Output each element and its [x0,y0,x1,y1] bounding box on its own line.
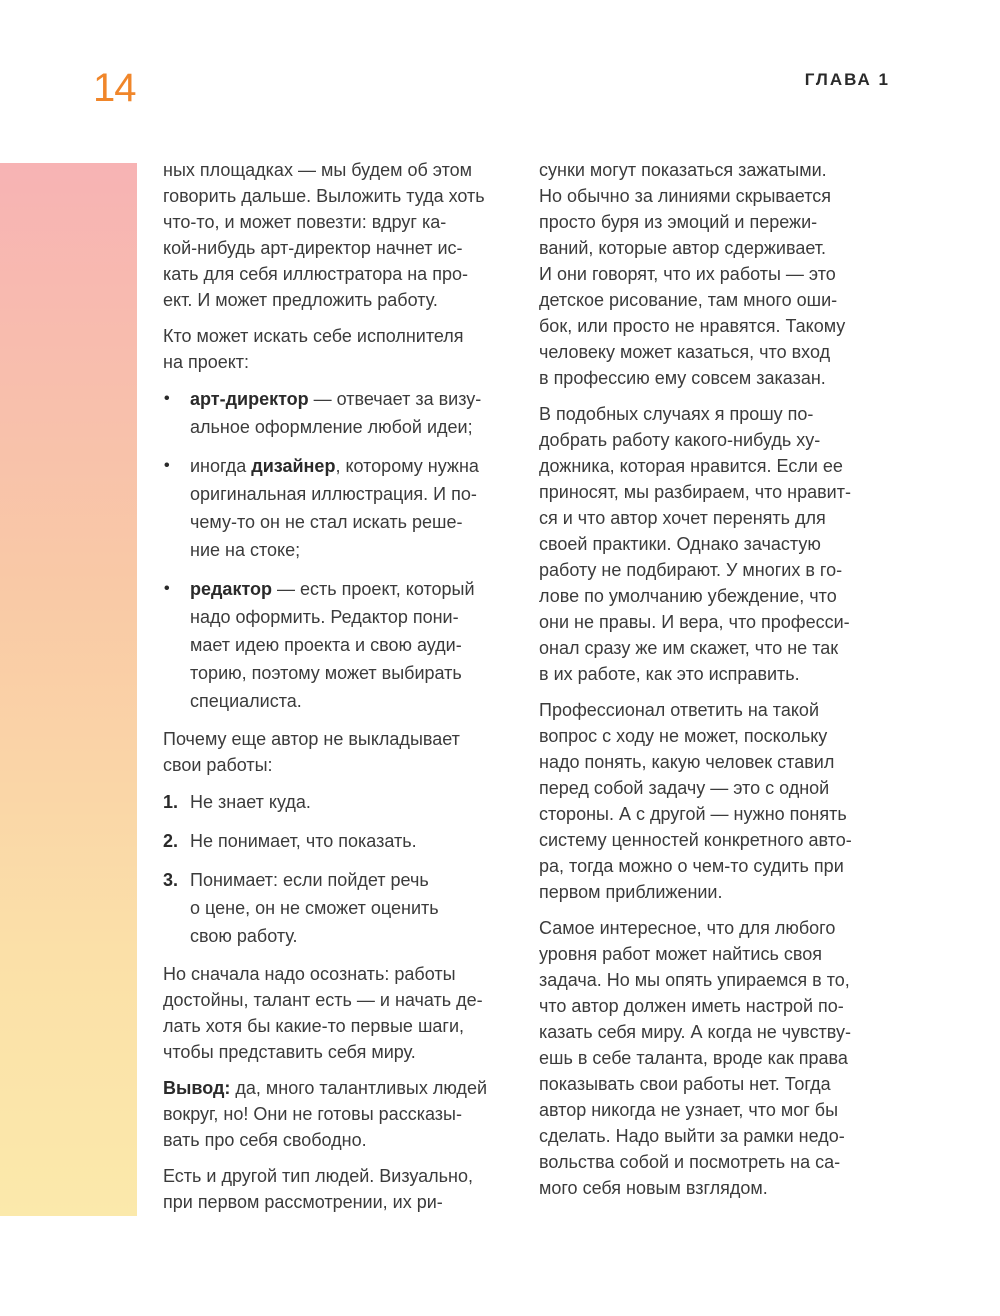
text-line: ра, тогда можно о чем-то судить при [539,856,844,876]
text-line: Есть и другой тип людей. Визуально, [163,1166,474,1186]
text-line: они не правы. И вера, что професси- [539,612,850,632]
text-line: ваний, которые автор сдерживает. [539,238,827,258]
text-line: стороны. А с другой — нужно понять [539,804,847,824]
text-line: специалиста. [190,691,302,711]
text-line: перед собой задачу — это с одной [539,778,830,798]
text-line: что-то, и может повезти: вдруг ка- [163,212,447,232]
text-line: бок, или просто не нравятся. Такому [539,316,846,336]
text-line: при первом рассмотрении, их ри- [163,1192,443,1212]
paragraph [163,1075,523,1153]
text-line: торию, поэтому может выбирать [190,663,462,683]
right-text-column [539,157,899,1211]
text-line: уровня работ может найтись своя [539,944,822,964]
text-line [163,1075,523,1101]
page-number: 14 [93,66,136,110]
text-line: Но сначала надо осознать: работы [163,964,456,984]
text-line: оригинальная иллюстрация. И по- [190,484,477,504]
text-line: кой-нибудь арт-директор начнет ис- [163,238,463,258]
list-item [163,385,523,441]
paragraph [163,961,523,1065]
text-segment: иногда [190,456,252,476]
text-line: чему-то он не стал искать реше- [190,512,463,532]
text-line: чтобы представить себя миру. [163,1042,416,1062]
text-line: онал сразу же им скажет, что не так [539,638,839,658]
paragraph [539,401,899,687]
decorative-gradient-band [0,163,137,1216]
left-text-column [163,157,523,1225]
text-line: казать себя миру. А когда не чувству- [539,1022,851,1042]
text-line: сунки могут показаться зажатыми. [539,160,827,180]
text-line: Профессионал ответить на такой [539,700,820,720]
list-item [163,788,523,816]
text-line: говорить дальше. Выложить туда хоть [163,186,485,206]
text-segment: да, много талантливых людей [230,1078,488,1098]
text-line: приносят, мы разбираем, что нравит- [539,482,851,502]
text-line: Но обычно за линиями скрывается [539,186,831,206]
text-line: надо оформить. Редактор пони- [190,607,459,627]
text-line: вопрос с ходу не может, поскольку [539,726,828,746]
list-item [163,452,523,564]
text-line: ешь в себе таланта, вроде как права [539,1048,848,1068]
list-marker: • [164,457,170,474]
text-line: Понимает: если пойдет речь [190,870,429,890]
text-line: вольства собой и посмотреть на са- [539,1152,841,1172]
text-line: своей практики. Однако зачастую [539,534,821,554]
paragraph [163,157,523,313]
text-line: дожника, которая нравится. Если ее [539,456,843,476]
text-line: ся и что автор хочет перенять для [539,508,826,528]
text-line: в их работе, как это исправить. [539,664,800,684]
chapter-title: ГЛАВА 1 [804,70,890,89]
text-segment: — есть проект, который [272,579,475,599]
text-line: И они говорят, что их работы — это [539,264,836,284]
text-line: лове по умолчанию убеждение, что [539,586,837,606]
list-item [163,827,523,855]
paragraph [163,323,523,375]
text-line: лать хотя бы какие-то первые шаги, [163,1016,465,1036]
paragraph [539,915,899,1201]
text-segment: , которому нужна [335,456,479,476]
text-line: сделать. Надо выйти за рамки недо- [539,1126,845,1146]
text-line [190,385,523,413]
list-item [163,866,523,950]
text-line: достойны, талант есть — и начать де- [163,990,483,1010]
text-line: просто буря из эмоций и пережи- [539,212,818,232]
text-line: систему ценностей конкретного авто- [539,830,852,850]
paragraph [163,1163,523,1215]
text-line: альное оформление любой идеи; [190,417,473,437]
text-line: надо понять, какую человек ставил [539,752,835,772]
text-line: человеку может казаться, что вход [539,342,831,362]
list-marker: 2. [163,831,179,851]
text-line: в профессию ему совсем заказан. [539,368,826,388]
text-line: Кто может искать себе исполнителя [163,326,464,346]
bold-term: Вывод: [163,1078,231,1098]
bold-term: арт-директор [190,389,309,409]
text-line: вать про себя свободно. [163,1130,367,1150]
text-line: автор никогда не узнает, что мог бы [539,1100,839,1120]
bold-term: дизайнер [251,456,336,476]
text-line: кать для себя иллюстратора на про- [163,264,468,284]
text-line: ект. И может предложить работу. [163,290,438,310]
text-line: работу не подбирают. У многих в го- [539,560,843,580]
text-line: вокруг, но! Они не готовы рассказы- [163,1104,462,1124]
text-line: первом приближении. [539,882,723,902]
text-line: о цене, он не сможет оценить [190,898,439,918]
text-line: свои работы: [163,755,273,775]
text-line: детское рисование, там много оши- [539,290,838,310]
text-line: задача. Но мы опять упираемся в то, [539,970,850,990]
list-marker: • [164,580,170,597]
list-marker: 3. [163,870,179,890]
bold-term: редактор [190,579,273,599]
text-line [190,575,523,603]
text-line: мого себя новым взглядом. [539,1178,768,1198]
text-line: свою работу. [190,926,298,946]
text-line: что автор должен иметь настрой по- [539,996,844,1016]
paragraph [163,726,523,778]
text-line [190,452,523,480]
list-marker: 1. [163,792,179,812]
text-line: Самое интересное, что для любого [539,918,836,938]
list-item [163,575,523,715]
text-line: мает идею проекта и свою ауди- [190,635,462,655]
text-segment: — отвечает за визу- [308,389,482,409]
text-line: на проект: [163,352,250,372]
paragraph [539,157,899,391]
text-line: ных площадках — мы будем об этом [163,160,473,180]
text-line: добрать работу какого-нибудь ху- [539,430,821,450]
text-line: В подобных случаях я прошу по- [539,404,814,424]
text-line: Почему еще автор не выкладывает [163,729,460,749]
list-marker: • [164,390,170,407]
text-line: показывать свои работы нет. Тогда [539,1074,831,1094]
text-line: Не знает куда. [190,792,311,812]
text-line: ние на стоке; [190,540,301,560]
paragraph [539,697,899,905]
text-line: Не понимает, что показать. [190,831,417,851]
